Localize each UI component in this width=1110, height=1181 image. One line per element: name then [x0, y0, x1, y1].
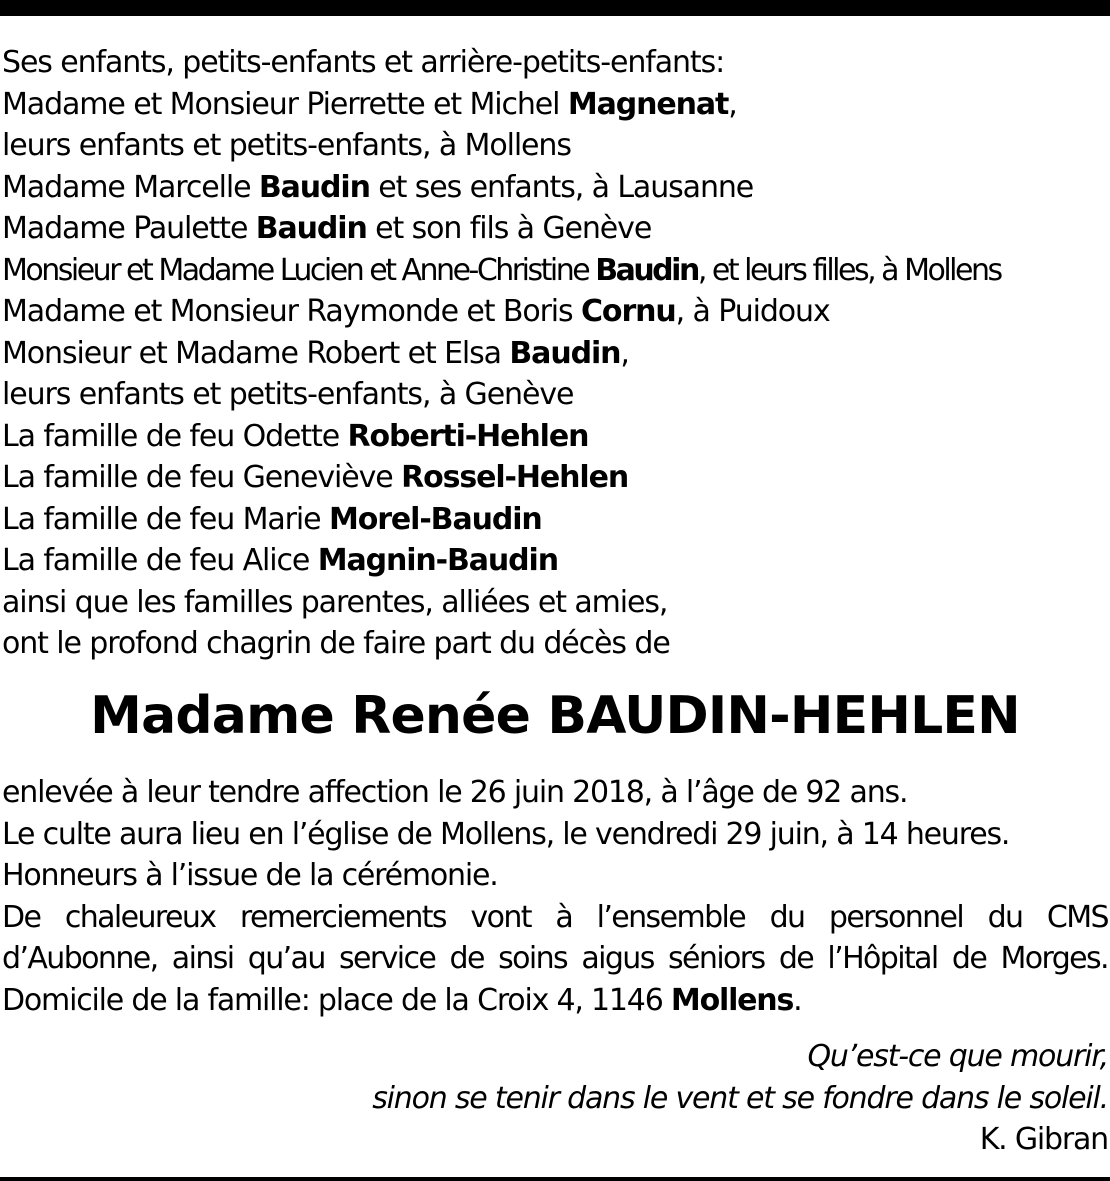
family-surname: Roberti-Hehlen — [347, 418, 589, 454]
family-line — [2, 125, 1110, 167]
detail-line — [2, 855, 1108, 897]
family-line-text: La famille de feu Alice — [2, 543, 318, 578]
family-line — [2, 167, 1110, 209]
family-surname: Cornu — [581, 294, 676, 329]
family-line — [2, 208, 1110, 250]
family-line-text: Madame Marcelle — [2, 169, 259, 205]
family-line-text: La famille de feu Geneviève — [2, 460, 402, 495]
detail-line-text: enlevée à leur tendre affection le 26 juin 2018, à l’âge de 92 ans. — [2, 775, 908, 810]
detail-line — [2, 980, 1108, 1022]
family-surname: Magnenat — [567, 86, 729, 122]
family-line-text: La famille de feu Odette — [2, 418, 348, 454]
top-rule — [0, 0, 1110, 16]
detail-line — [2, 814, 1108, 856]
family-line-suffix: , — [728, 86, 737, 122]
family-line-text: Madame et Monsieur Pierrette et Michel — [2, 86, 568, 122]
quote-author: K. Gibran — [979, 1122, 1108, 1157]
family-line — [2, 250, 1110, 292]
family-line — [2, 374, 1110, 416]
family-surname: Baudin — [509, 335, 621, 371]
detail-line-suffix: . — [793, 982, 802, 1018]
detail-line — [2, 897, 1108, 939]
family-line — [2, 333, 1110, 375]
detail-line-text: Honneurs à l’issue de la cérémonie. — [2, 858, 498, 893]
family-line-text: Monsieur et Madame Robert et Elsa — [2, 335, 510, 371]
quote-line: sinon se tenir dans le vent et se fondre dans le soleil. — [372, 1080, 1108, 1116]
detail-place: Mollens — [670, 982, 794, 1018]
family-surname: Baudin — [255, 211, 367, 246]
family-line-text: ont le profond chagrin de faire part du décès de — [2, 626, 670, 661]
family-list — [2, 42, 1110, 665]
detail-line — [2, 938, 1108, 980]
quote-block — [8, 1036, 1108, 1161]
family-surname: Morel-Baudin — [328, 501, 542, 537]
family-line-suffix: et son fils à Genève — [366, 211, 652, 246]
family-line-text: La famille de feu Marie — [2, 501, 329, 537]
family-line-suffix: , à Puidoux — [675, 294, 830, 329]
detail-line-text: d’Aubonne, ainsi qu’au service de soins aigus séniors de l’Hôpital de Morges. — [2, 941, 1108, 976]
deceased-name: Madame Renée BAUDIN-HEHLEN — [90, 686, 1020, 746]
family-line-text: leurs enfants et petits-enfants, à Mollens — [2, 128, 571, 163]
family-line-suffix: , — [620, 335, 629, 371]
family-surname: Baudin — [258, 169, 370, 205]
bottom-rule — [0, 1177, 1110, 1181]
family-line — [2, 623, 1110, 665]
family-line-text: leurs enfants et petits-enfants, à Genève — [2, 377, 574, 412]
family-line — [2, 416, 1110, 458]
family-line-text: ainsi que les familles parentes, alliées et amies, — [2, 584, 668, 620]
family-line — [2, 84, 1110, 126]
family-line — [2, 291, 1110, 333]
family-line — [2, 42, 1110, 84]
family-line-text: Ses enfants, petits-enfants et arrière-petits-enfants: — [2, 45, 725, 80]
family-line-text: Madame et Monsieur Raymonde et Boris — [2, 294, 582, 329]
family-line — [2, 457, 1110, 499]
family-surname: Baudin — [595, 252, 698, 288]
detail-line — [2, 772, 1108, 814]
detail-line-text: Domicile de la famille: place de la Croix 4, 1146 — [2, 982, 671, 1018]
family-line-text: Madame Paulette — [2, 211, 256, 246]
family-surname: Rossel-Hehlen — [401, 460, 629, 495]
family-line — [2, 499, 1110, 541]
family-surname: Magnin-Baudin — [317, 543, 558, 578]
detail-line-text: Le culte aura lieu en l’église de Mollens, le vendredi 29 juin, à 14 heures. — [2, 816, 1010, 852]
family-line-text: Monsieur et Madame Lucien et Anne-Christine — [2, 252, 596, 288]
family-line-suffix: et ses enfants, à Lausanne — [369, 169, 754, 205]
notice-details — [2, 772, 1108, 1021]
family-line-suffix: , et leurs filles, à Mollens — [697, 252, 1001, 288]
family-line — [2, 582, 1110, 624]
family-line — [2, 540, 1110, 582]
quote-line: Qu’est-ce que mourir, — [807, 1039, 1108, 1074]
detail-line-text: De chaleureux remerciements vont à l’ensemble du personnel du CMS — [2, 899, 1108, 935]
